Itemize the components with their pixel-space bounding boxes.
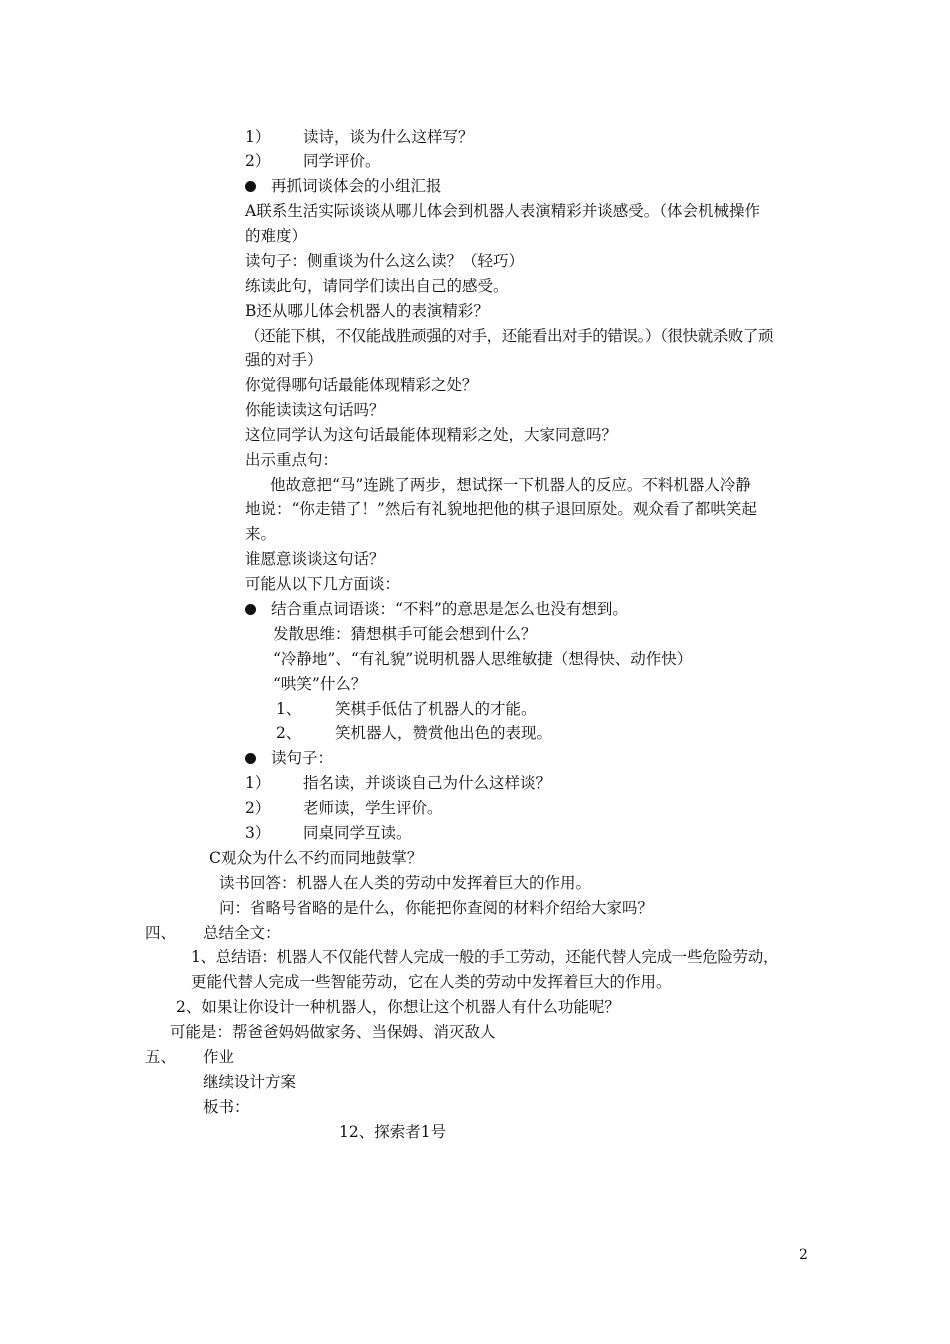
paragraph-line: 的难度） bbox=[245, 227, 308, 245]
list-item: 1） 读诗，谈为什么这样写？ bbox=[245, 128, 474, 146]
bullet-icon bbox=[245, 753, 256, 764]
paragraph-line: “冷静地”、“有礼貌”说明机器人思维敏捷（想得快、动作快） bbox=[273, 650, 693, 668]
paragraph-line: 更能代替人完成一些智能劳动，它在人类的劳动中发挥着巨大的作用。 bbox=[191, 973, 672, 991]
paragraph-line: 1、总结语：机器人不仅能代替人完成一般的手工劳动，还能代替人完成一些危险劳动， bbox=[191, 948, 779, 966]
paragraph-line: 可能从以下几方面谈： bbox=[245, 575, 401, 593]
page-number: 2 bbox=[799, 1247, 808, 1263]
paragraph-line: 你能读读这句话吗？ bbox=[245, 401, 385, 419]
bullet-item: 读句子： bbox=[245, 746, 333, 770]
paragraph-line: 读书回答：机器人在人类的劳动中发挥着巨大的作用。 bbox=[219, 874, 592, 892]
paragraph-line: 谁愿意谈谈这句话？ bbox=[245, 550, 385, 568]
paragraph-line: 你觉得哪句话最能体现精彩之处？ bbox=[245, 376, 478, 394]
paragraph-line: 问：省略号省略的是什么，你能把你查阅的材料介绍给大家吗？ bbox=[219, 899, 654, 917]
list-item: 2） 同学评价。 bbox=[245, 152, 381, 170]
paragraph-line: B还从哪儿体会机器人的表演精彩？ bbox=[245, 302, 489, 320]
paragraph-line: （还能下棋，不仅能战胜顽强的对手，还能看出对手的错误。）（很快就杀败了顽 bbox=[245, 327, 774, 345]
paragraph-line: 练读此句，请同学们读出自己的感受。 bbox=[245, 277, 509, 295]
list-item: 1） 指名读，并谈谈自己为什么这样谈？ bbox=[245, 774, 552, 792]
bullet-icon bbox=[245, 181, 256, 192]
quote-line: 来。 bbox=[245, 525, 277, 543]
paragraph-line: 这位同学认为这句话最能体现精彩之处，大家同意吗？ bbox=[245, 426, 618, 444]
paragraph-line: C观众为什么不约而同地鼓掌？ bbox=[209, 849, 423, 867]
paragraph-line: 2、如果让你设计一种机器人，你想让这个机器人有什么功能呢？ bbox=[176, 998, 620, 1016]
paragraph-line: A联系生活实际谈谈从哪儿体会到机器人表演精彩并谈感受。（体会机械操作 bbox=[245, 202, 760, 220]
paragraph-line: 强的对手） bbox=[245, 351, 323, 369]
list-item: 1、 笑棋手低估了机器人的才能。 bbox=[276, 700, 537, 718]
paragraph-line: 板书： bbox=[203, 1098, 250, 1116]
bullet-icon bbox=[245, 604, 256, 615]
section-heading: 四、 总结全文： bbox=[145, 924, 281, 942]
quote-line: 地说：“你走错了！”然后有礼貌地把他的棋子退回原处。观众看了都哄笑起 bbox=[245, 500, 757, 518]
section-heading: 五、 作业 bbox=[145, 1048, 235, 1066]
list-item: 2） 老师读，学生评价。 bbox=[245, 799, 443, 817]
paragraph-line: “哄笑”什么？ bbox=[273, 675, 367, 693]
quote-line: 他故意把“马”连跳了两步，想试探一下机器人的反应。不料机器人冷静 bbox=[270, 476, 751, 494]
paragraph-line: 读句子：侧重谈为什么这么读？（轻巧） bbox=[245, 252, 525, 270]
list-item: 2、 笑机器人，赞赏他出色的表现。 bbox=[276, 724, 553, 742]
bullet-item: 结合重点词语谈：“不料”的意思是怎么也没有想到。 bbox=[245, 597, 628, 621]
bullet-item: 再抓词谈体会的小组汇报 bbox=[245, 174, 442, 198]
board-title: 12、探索者1号 bbox=[339, 1123, 447, 1141]
paragraph-line: 发散思维：猜想棋手可能会想到什么？ bbox=[273, 625, 537, 643]
paragraph-line: 可能是：帮爸爸妈妈做家务、当保姆、消灭敌人 bbox=[170, 1023, 496, 1041]
list-item: 3） 同桌同学互读。 bbox=[245, 824, 412, 842]
paragraph-line: 出示重点句： bbox=[245, 451, 339, 469]
paragraph-line: 继续设计方案 bbox=[203, 1073, 297, 1091]
